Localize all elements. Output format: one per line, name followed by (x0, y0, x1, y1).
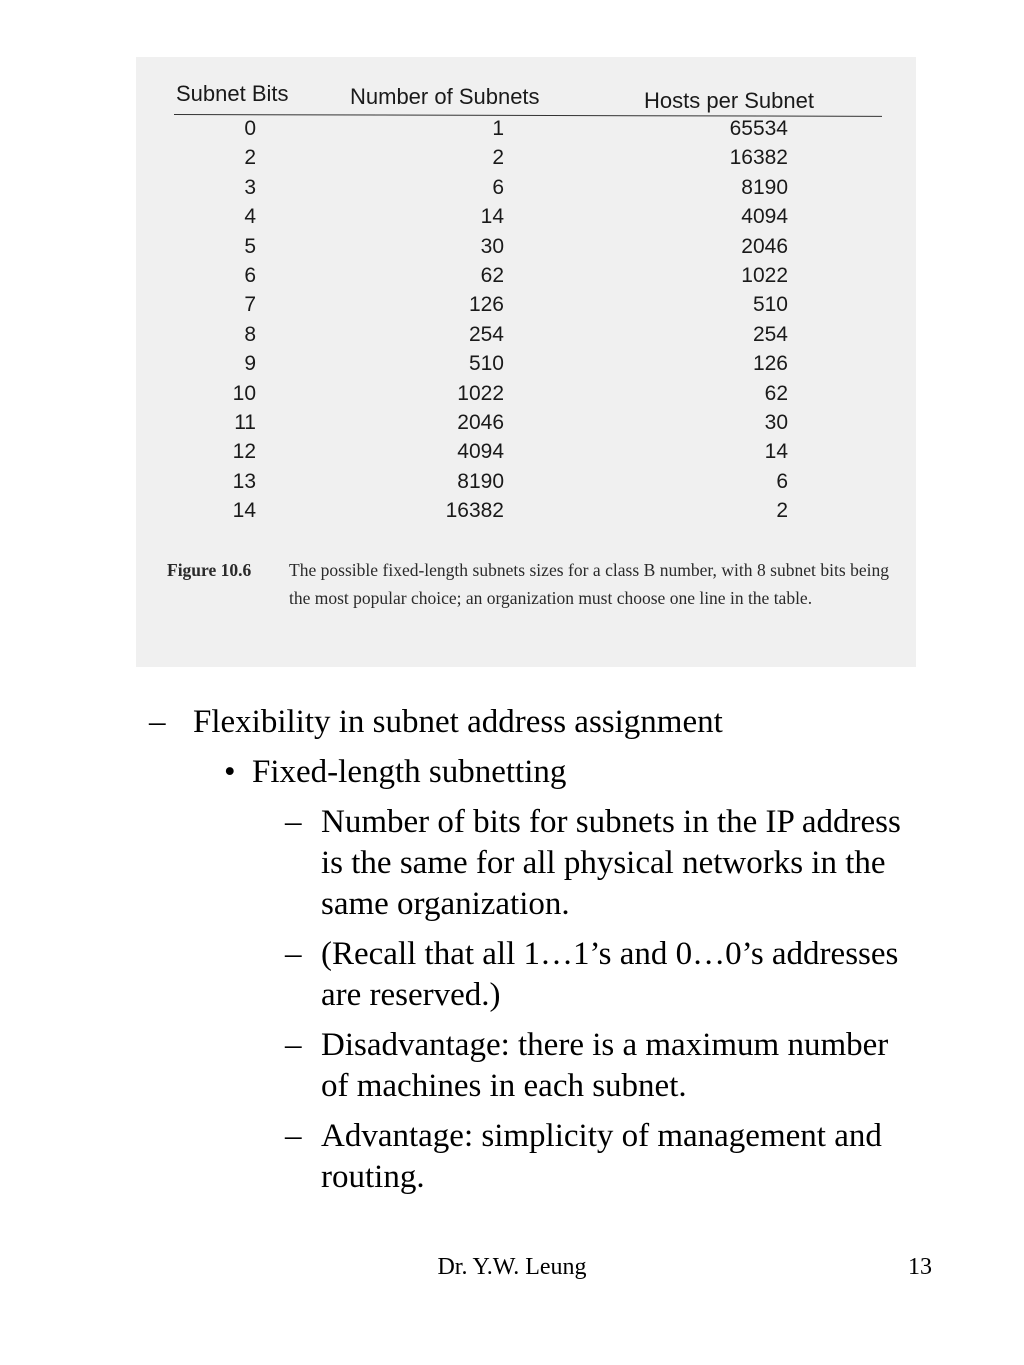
cell-number-of-subnets: 254 (468, 322, 504, 346)
cell-number-of-subnets: 2046 (457, 410, 504, 434)
table-row (136, 205, 916, 234)
table-row (136, 382, 916, 411)
cell-subnet-bits: 0 (244, 117, 256, 140)
table-row (136, 499, 916, 528)
cell-subnet-bits: 11 (234, 410, 256, 434)
dash-marker: – (285, 1118, 302, 1154)
subnet-table-body (136, 117, 916, 528)
cell-number-of-subnets: 4094 (457, 440, 504, 464)
dash-marker: – (149, 704, 166, 740)
table-row (136, 235, 916, 264)
cell-subnet-bits: 4 (244, 205, 256, 229)
cell-subnet-bits: 12 (232, 440, 256, 464)
table-row (136, 411, 916, 440)
bullet-level2 (224, 752, 892, 793)
cell-hosts-per-subnet: 126 (752, 352, 788, 376)
cell-number-of-subnets: 14 (480, 205, 504, 229)
bullet-level3 (285, 1116, 911, 1198)
cell-number-of-subnets: 30 (480, 234, 504, 258)
bullet-level3 (285, 1025, 911, 1107)
page-number: 13 (908, 1254, 932, 1280)
header-number-of-subnets: Number of Subnets (350, 84, 540, 109)
cell-hosts-per-subnet: 2046 (741, 234, 788, 258)
footer-author: Dr. Y.W. Leung (437, 1254, 587, 1280)
cell-hosts-per-subnet: 2 (776, 499, 788, 523)
cell-hosts-per-subnet: 16382 (729, 146, 788, 170)
cell-hosts-per-subnet: 4094 (741, 205, 788, 229)
cell-hosts-per-subnet: 1022 (741, 263, 788, 287)
cell-number-of-subnets: 16382 (445, 499, 504, 523)
header-hosts-per-subnet: Hosts per Subnet (644, 88, 814, 113)
cell-subnet-bits: 5 (244, 234, 256, 258)
cell-number-of-subnets: 126 (468, 293, 504, 317)
table-row (136, 470, 916, 499)
cell-hosts-per-subnet: 14 (764, 440, 788, 464)
cell-number-of-subnets: 510 (468, 352, 504, 376)
table-row (136, 176, 916, 205)
table-row (136, 264, 916, 293)
cell-subnet-bits: 2 (244, 146, 256, 170)
table-row (136, 352, 916, 381)
header-subnet-bits: Subnet Bits (176, 81, 289, 106)
table-row (136, 293, 916, 322)
bullet-marker: • (224, 754, 236, 790)
table-row (136, 440, 916, 469)
figure-label: Figure 10.6 (167, 560, 252, 580)
table-row (136, 146, 916, 175)
dash-marker: – (285, 1027, 302, 1063)
cell-subnet-bits: 3 (244, 175, 256, 199)
cell-hosts-per-subnet: 62 (764, 381, 788, 405)
cell-number-of-subnets: 1022 (457, 381, 504, 405)
bullet-text: Fixed-length subnetting (252, 754, 567, 790)
cell-subnet-bits: 9 (244, 352, 256, 376)
cell-hosts-per-subnet: 6 (776, 469, 788, 493)
table-row (136, 323, 916, 352)
figure-scan (136, 57, 916, 667)
bullet-level1 (149, 702, 893, 743)
bullet-text: Disadvantage: there is a maximum number of machines in each subnet. (321, 1027, 889, 1104)
bullet-text: (Recall that all 1…1’s and 0…0’s addresses are reserved.) (321, 936, 899, 1013)
bullet-level3 (285, 802, 911, 925)
bullet-text: Flexibility in subnet address assignment (193, 704, 723, 740)
cell-number-of-subnets: 6 (492, 175, 504, 199)
cell-subnet-bits: 13 (232, 469, 256, 493)
cell-hosts-per-subnet: 8190 (741, 175, 788, 199)
cell-number-of-subnets: 62 (480, 263, 504, 287)
cell-subnet-bits: 14 (232, 499, 256, 523)
cell-number-of-subnets: 8190 (457, 469, 504, 493)
cell-hosts-per-subnet: 65534 (729, 117, 788, 140)
cell-subnet-bits: 6 (244, 263, 256, 287)
cell-number-of-subnets: 1 (492, 117, 504, 140)
bullet-text: Advantage: simplicity of management and routing. (321, 1118, 882, 1195)
dash-marker: – (285, 936, 302, 972)
dash-marker: – (285, 804, 302, 840)
cell-number-of-subnets: 2 (492, 146, 504, 170)
bullet-text: Number of bits for subnets in the IP address is the same for all physical networks in the same organization. (321, 804, 901, 922)
cell-hosts-per-subnet: 254 (752, 322, 788, 346)
cell-hosts-per-subnet: 510 (752, 293, 788, 317)
cell-subnet-bits: 8 (244, 322, 256, 346)
cell-subnet-bits: 10 (232, 381, 256, 405)
cell-subnet-bits: 7 (244, 293, 256, 317)
figure-caption-text: The possible fixed-length subnets sizes for a class B number, with 8 subnet bits being the most popular choice; an organization must choose one line in the table. (289, 560, 889, 608)
table-row (136, 117, 916, 146)
cell-hosts-per-subnet: 30 (764, 410, 788, 434)
bullet-level3 (285, 934, 911, 1016)
